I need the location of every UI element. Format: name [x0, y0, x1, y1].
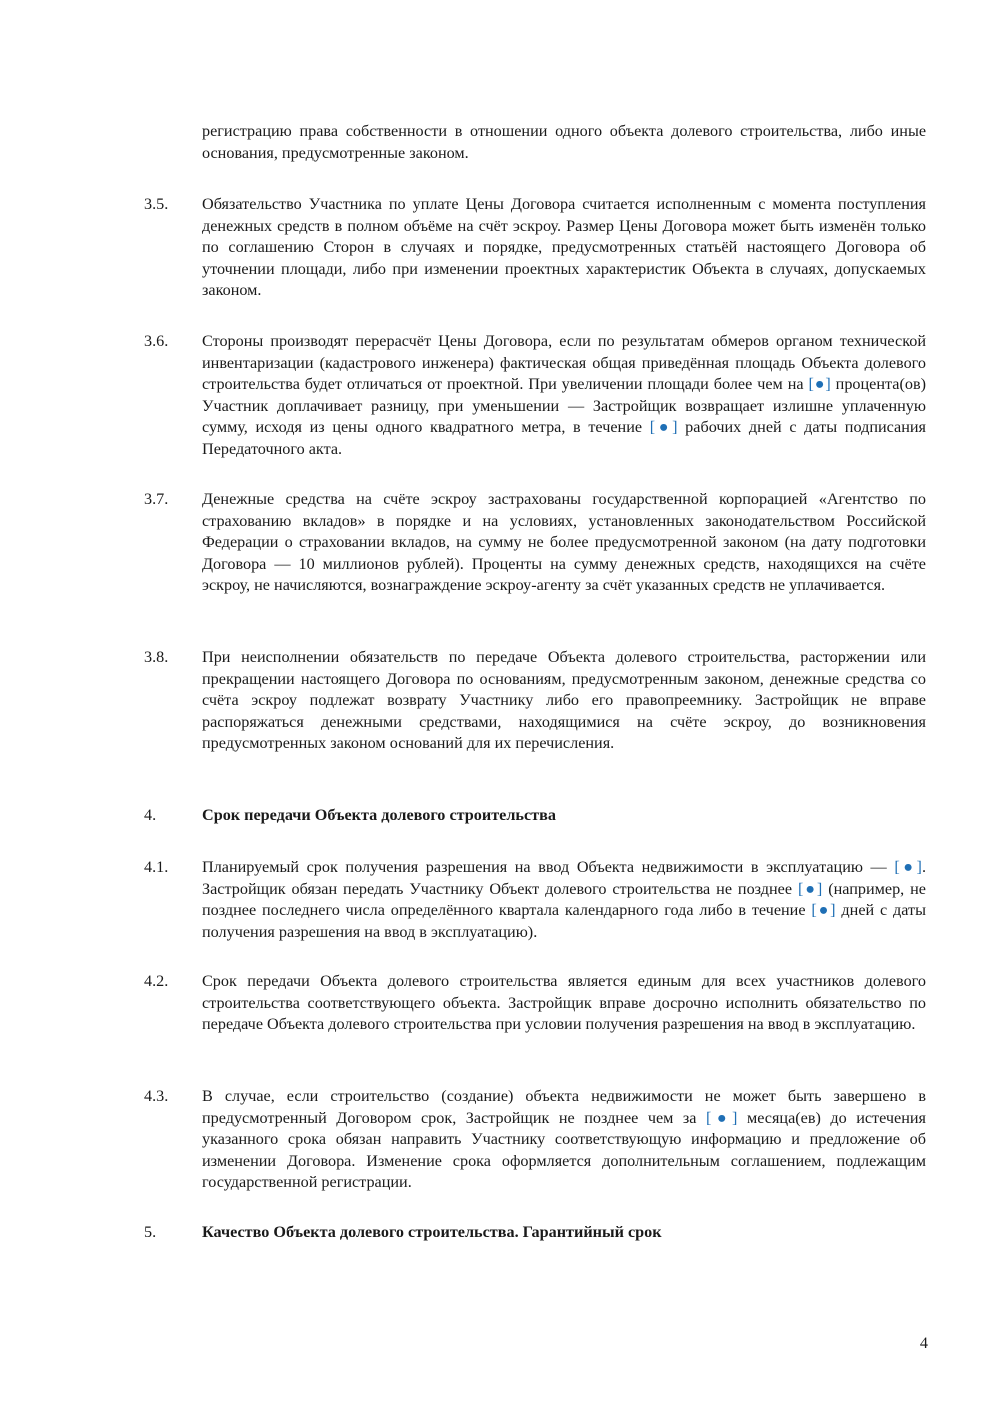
clause-text — [202, 1086, 926, 1194]
section-title: Качество Объекта долевого строительства. Гарантийный срок — [202, 1223, 662, 1241]
clause-text-part: процента(ов) Участник доплачивает разницу, при уменьшении — Застройщик возвращает излишне уплаченную сумму, исходя из цены одного квадратного метра, в течение — [202, 375, 926, 437]
placeholder-marker: [●] — [649, 418, 678, 437]
clause-text-part: . Застройщик обязан передать Участнику Объект долевого строительства не позднее — [202, 858, 926, 898]
clause-number: 3.8. — [144, 648, 169, 666]
clause-text-part: месяца(ев) до истечения указанного срока обязан направить Участнику соответствующую информацию и предложение об изменении Договора. Изменение срока оформляется дополнительным соглашением, подлежащим государственной регистрации. — [202, 1108, 926, 1192]
clause-number: 3.7. — [144, 490, 169, 508]
clause-text: При неисполнении обязательств по передаче Объекта долевого строительства, расторжении или прекращении настоящего Договора по основаниям, предусмотренным законом, денежные средства со счёта эскроу подлежат возврату Участнику либо его правопреемнику. Застройщик не вправе распоряжаться денежными средствами, находящимися на счёте эскроу, до возникновения предусмотренных законом оснований для их перечисления. — [202, 648, 926, 753]
clause-text-part: В случае, если строительство (создание) объекта недвижимости не может быть завершено в предусмотренный Договором срок, Застройщик не позднее чем за — [202, 1087, 926, 1127]
clause-text-part: (например, не позднее последнего числа определённого квартала календарного года либо в течение — [202, 879, 926, 920]
clause-text: Срок передачи Объекта долевого строительства является единым для всех участников долевого строительства соответствующего объекта. Застройщик вправе досрочно исполнить обязательство по передаче Объекта долевого строительства при условии получения разрешения на ввод в эксплуатацию. — [202, 972, 926, 1034]
paragraph-text: регистрацию права собственности в отношении одного объекта долевого строительства, либо иные основания, предусмотренные законом. — [202, 122, 926, 162]
clause-text — [202, 857, 926, 943]
placeholder-marker: [●] — [894, 858, 922, 876]
page-number: 4 — [919, 1334, 928, 1352]
clause-text: Обязательство Участника по уплате Цены Договора считается исполненным с момента поступления денежных средств в полном объёме на счёт эскроу. Размер Цены Договора может быть изменён только по соглашению Сторон в случаях и порядке, предусмотренных статьёй настоящего Договора об уточнении площади, либо при изменении проектных характеристик Объекта в случаях, допускаемых законом. — [202, 195, 926, 300]
placeholder-marker: [●] — [797, 879, 823, 898]
clause-number: 4.2. — [144, 972, 169, 990]
clause-number: 3.5. — [144, 195, 169, 213]
clause-number: 4.1. — [144, 858, 169, 876]
clause-text-part: Планируемый срок получения разрешения на ввод Объекта недвижимости в эксплуатацию — — [202, 858, 895, 876]
clause-number: 4.3. — [144, 1087, 169, 1105]
placeholder-marker: [●] — [811, 901, 836, 920]
intro-paragraph — [144, 121, 926, 164]
section-number: 4. — [144, 806, 157, 824]
clause-number: 3.6. — [144, 332, 169, 350]
clause-text-part: рабочих дней с даты подписания Передаточного акта. — [202, 418, 926, 458]
clause-text-part: дней с даты получения разрешения на ввод в эксплуатацию). — [202, 901, 927, 941]
section-title: Срок передачи Объекта долевого строительства — [202, 806, 556, 824]
section-number: 5. — [144, 1223, 157, 1241]
clause-text: Денежные средства на счёте эскроу застрахованы государственной корпорацией «Агентство по страхованию вкладов» в порядке и на условиях, установленных законодательством Российской Федерации о страховании вкладов, на сумму не более предусмотренной законом (на дату подготовки Договора — 10 миллионов рублей). Проценты на сумму денежных средств, находящихся на счёте эскроу, не начисляются, вознаграждение эскроу-агенту за счёт указанных средств не уплачивается. — [202, 490, 926, 595]
clause-text-part: Стороны производят перерасчёт Цены Договора, если по результатам обмеров органом технической инвентаризации (кадастрового инженера) фактическая общая приведённая площадь Объекта долевого строительства будет отличаться от проектной. При увеличении площади более чем на — [202, 332, 926, 394]
clause-text — [202, 331, 926, 461]
placeholder-marker: [●] — [808, 375, 831, 394]
placeholder-marker: [●] — [705, 1108, 738, 1127]
